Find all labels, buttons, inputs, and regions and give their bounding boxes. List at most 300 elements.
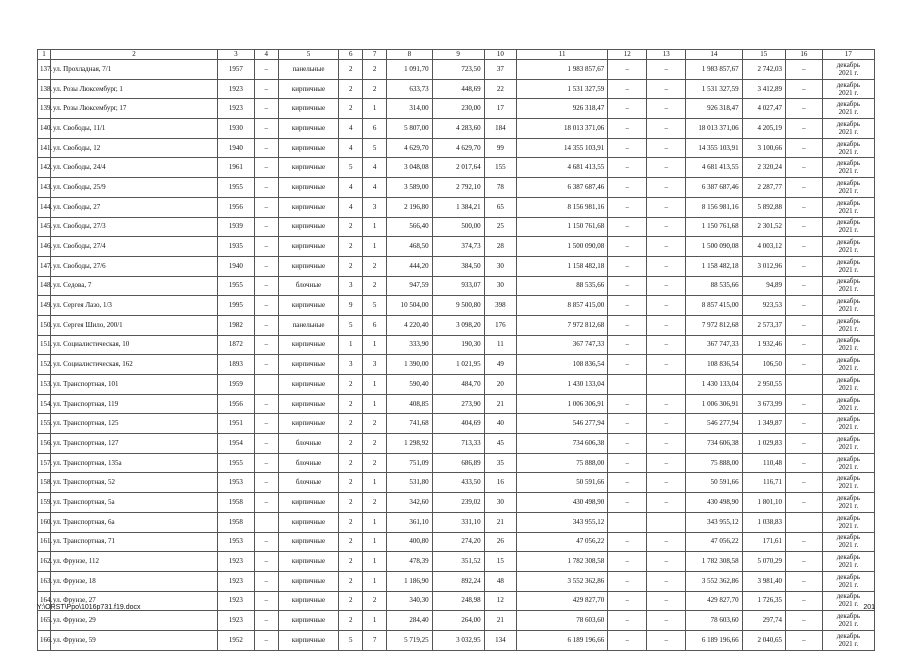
table-row (38, 158, 875, 178)
column-header: 12 (608, 50, 647, 60)
row-number: 155. (38, 414, 51, 434)
year-cell: 1956 (217, 197, 254, 217)
floors-cell: 1 (339, 335, 363, 355)
living-area-cell: 484,70 (432, 375, 484, 395)
year-cell: 1957 (217, 60, 254, 80)
deadline-cell (822, 453, 874, 473)
wall-material-cell: кирпичные (278, 630, 339, 650)
cell: – (254, 394, 278, 414)
deadline-year: 2021 г. (838, 541, 859, 550)
deadline-month: декабрь (836, 356, 861, 365)
address-cell: ул. Социалистическая, 162 (51, 355, 218, 375)
living-area-cell: 686,89 (432, 453, 484, 473)
cost-cell: 1 150 761,68 (517, 217, 608, 237)
deadline-year: 2021 г. (838, 462, 859, 471)
year-cell: 1953 (217, 473, 254, 493)
cell (254, 512, 278, 532)
wall-material-cell: кирпичные (278, 256, 339, 276)
cost-cell: 18 013 371,06 (686, 119, 742, 139)
cell: – (254, 315, 278, 335)
cell: – (608, 178, 647, 198)
address-cell: ул. Свободы, 11/1 (51, 119, 218, 139)
area-cell: 531,80 (387, 473, 433, 493)
residents-cell: 99 (484, 138, 517, 158)
cell: – (254, 532, 278, 552)
cell: – (254, 296, 278, 316)
wall-material-cell: кирпичные (278, 237, 339, 257)
residents-cell: 25 (484, 217, 517, 237)
cell: – (254, 473, 278, 493)
deadline-year: 2021 г. (838, 88, 859, 97)
living-area-cell: 448,69 (432, 79, 484, 99)
deadline-year: 2021 г. (838, 186, 859, 195)
living-area-cell: 2 017,64 (432, 158, 484, 178)
table-row (38, 394, 875, 414)
floors-cell: 2 (339, 532, 363, 552)
address-cell: ул. Фрунзе, 112 (51, 552, 218, 572)
cell (647, 375, 686, 395)
row-number: 163. (38, 571, 51, 591)
deadline-cell (822, 217, 874, 237)
cell: – (254, 591, 278, 611)
living-area-cell: 500,00 (432, 217, 484, 237)
living-area-cell: 404,69 (432, 414, 484, 434)
cell: – (647, 394, 686, 414)
cell: – (647, 591, 686, 611)
row-number: 143. (38, 178, 51, 198)
cell: – (608, 571, 647, 591)
deadline-year: 2021 г. (838, 147, 859, 156)
table-row (38, 571, 875, 591)
deadline-year: 2021 г. (838, 324, 859, 333)
deadline-year: 2021 г. (838, 482, 859, 491)
residents-cell: 176 (484, 315, 517, 335)
row-number: 160. (38, 512, 51, 532)
residents-cell: 17 (484, 99, 517, 119)
area-cell: 314,00 (387, 99, 433, 119)
residents-cell: 37 (484, 60, 517, 80)
cost-cell: 78 603,60 (686, 611, 742, 631)
area-cell: 590,40 (387, 375, 433, 395)
column-header: 7 (363, 50, 387, 60)
row-number: 145. (38, 217, 51, 237)
cost-cell: 50 591,66 (517, 473, 608, 493)
table-row (38, 552, 875, 572)
cell: – (647, 178, 686, 198)
cost-cell: 4 681 413,55 (517, 158, 608, 178)
deadline-cell (822, 60, 874, 80)
deadline-year: 2021 г. (838, 383, 859, 392)
area-cell: 468,50 (387, 237, 433, 257)
year-cell: 1953 (217, 532, 254, 552)
deadline-month: декабрь (836, 257, 861, 266)
row-number: 137. (38, 60, 51, 80)
deadline-cell (822, 178, 874, 198)
column-header: 16 (785, 50, 822, 60)
cell: – (608, 630, 647, 650)
cell: – (254, 158, 278, 178)
deadline-cell (822, 276, 874, 296)
cost-cell: 6 189 196,66 (686, 630, 742, 650)
entrances-cell: 2 (363, 493, 387, 513)
living-area-cell: 190,30 (432, 335, 484, 355)
floors-cell: 4 (339, 178, 363, 198)
address-cell: ул. Транспортная, 127 (51, 434, 218, 454)
cell: – (647, 158, 686, 178)
address-cell: ул. Свободы, 12 (51, 138, 218, 158)
cell: – (254, 335, 278, 355)
unit-cost-cell: 5 070,29 (742, 552, 785, 572)
deadline-year: 2021 г. (838, 580, 859, 589)
address-cell: ул. Социалистическая, 10 (51, 335, 218, 355)
row-number: 139. (38, 99, 51, 119)
table-row (38, 335, 875, 355)
wall-material-cell: кирпичные (278, 394, 339, 414)
cell: – (785, 630, 822, 650)
entrances-cell: 1 (363, 394, 387, 414)
unit-cost-cell: 4 003,12 (742, 237, 785, 257)
deadline-cell (822, 394, 874, 414)
year-cell: 1958 (217, 512, 254, 532)
entrances-cell: 1 (363, 512, 387, 532)
floors-cell: 5 (339, 158, 363, 178)
row-number: 142. (38, 158, 51, 178)
table-row (38, 473, 875, 493)
entrances-cell: 2 (363, 591, 387, 611)
deadline-year: 2021 г. (838, 620, 859, 629)
residents-cell: 78 (484, 178, 517, 198)
cost-cell: 8 156 981,16 (686, 197, 742, 217)
address-cell: ул. Прохладная, 7/1 (51, 60, 218, 80)
wall-material-cell: кирпичные (278, 591, 339, 611)
cell: – (785, 217, 822, 237)
column-header: 8 (387, 50, 433, 60)
deadline-year: 2021 г. (838, 521, 859, 530)
living-area-cell: 892,24 (432, 571, 484, 591)
row-number: 151. (38, 335, 51, 355)
entrances-cell: 3 (363, 355, 387, 375)
deadline-month: декабрь (836, 139, 861, 148)
residents-cell: 134 (484, 630, 517, 650)
year-cell: 1982 (217, 315, 254, 335)
cell: – (254, 552, 278, 572)
cost-cell: 1 430 133,04 (517, 375, 608, 395)
deadline-cell (822, 611, 874, 631)
address-cell: ул. Транспортная, 119 (51, 394, 218, 414)
deadline-cell (822, 315, 874, 335)
deadline-month: декабрь (836, 159, 861, 168)
deadline-cell (822, 197, 874, 217)
floors-cell: 2 (339, 611, 363, 631)
deadline-month: декабрь (836, 395, 861, 404)
deadline-month: декабрь (836, 533, 861, 542)
address-cell: ул. Транспортная, 125 (51, 414, 218, 434)
column-header: 13 (647, 50, 686, 60)
cost-cell: 18 013 371,06 (517, 119, 608, 139)
cell: – (254, 571, 278, 591)
deadline-cell (822, 335, 874, 355)
deadline-month: декабрь (836, 60, 861, 69)
cost-cell: 1 006 306,91 (686, 394, 742, 414)
cost-cell: 1 782 308,58 (517, 552, 608, 572)
residents-cell: 15 (484, 552, 517, 572)
column-header: 11 (517, 50, 608, 60)
deadline-month: декабрь (836, 238, 861, 247)
cell: – (608, 473, 647, 493)
table-row (38, 60, 875, 80)
year-cell: 1955 (217, 453, 254, 473)
wall-material-cell: кирпичные (278, 414, 339, 434)
floors-cell: 5 (339, 630, 363, 650)
floors-cell: 5 (339, 315, 363, 335)
cell: – (785, 611, 822, 631)
cell: – (647, 60, 686, 80)
living-area-cell: 3 032,95 (432, 630, 484, 650)
cell: – (647, 355, 686, 375)
area-cell: 342,60 (387, 493, 433, 513)
wall-material-cell: кирпичные (278, 493, 339, 513)
area-cell: 5 807,00 (387, 119, 433, 139)
row-number: 165. (38, 611, 51, 631)
floors-cell: 2 (339, 591, 363, 611)
cell: – (608, 394, 647, 414)
cost-cell: 1 150 761,68 (686, 217, 742, 237)
row-number: 138. (38, 79, 51, 99)
row-number: 141. (38, 138, 51, 158)
wall-material-cell: кирпичные (278, 119, 339, 139)
entrances-cell: 1 (363, 99, 387, 119)
cell: – (254, 611, 278, 631)
cell: – (254, 217, 278, 237)
entrances-cell: 6 (363, 119, 387, 139)
living-area-cell: 331,10 (432, 512, 484, 532)
cell: – (608, 217, 647, 237)
row-number: 148. (38, 276, 51, 296)
deadline-year: 2021 г. (838, 364, 859, 373)
entrances-cell: 7 (363, 630, 387, 650)
row-number: 150. (38, 315, 51, 335)
cell: – (785, 119, 822, 139)
residents-cell: 48 (484, 571, 517, 591)
residents-cell: 22 (484, 79, 517, 99)
table-body (38, 50, 875, 651)
column-header: 1 (38, 50, 51, 60)
year-cell: 1959 (217, 375, 254, 395)
table-row (38, 276, 875, 296)
table-row (38, 217, 875, 237)
wall-material-cell: блочные (278, 434, 339, 454)
cell: – (785, 453, 822, 473)
area-cell: 408,85 (387, 394, 433, 414)
cost-cell: 1 006 306,91 (517, 394, 608, 414)
cell: – (647, 256, 686, 276)
area-cell: 751,09 (387, 453, 433, 473)
unit-cost-cell: 1 029,83 (742, 434, 785, 454)
unit-cost-cell: 3 100,66 (742, 138, 785, 158)
row-number: 153. (38, 375, 51, 395)
address-cell: ул. Транспортная, 6а (51, 512, 218, 532)
cell: – (785, 296, 822, 316)
residents-cell: 16 (484, 473, 517, 493)
area-cell: 444,20 (387, 256, 433, 276)
entrances-cell: 1 (363, 532, 387, 552)
address-cell: ул. Сергея Шило, 200/1 (51, 315, 218, 335)
floors-cell: 2 (339, 60, 363, 80)
cell: – (785, 434, 822, 454)
cost-cell: 3 552 362,86 (517, 571, 608, 591)
unit-cost-cell: 3 673,99 (742, 394, 785, 414)
cost-cell: 430 498,90 (686, 493, 742, 513)
cell: – (608, 99, 647, 119)
deadline-month: декабрь (836, 631, 861, 640)
year-cell: 1955 (217, 276, 254, 296)
address-cell: ул. Транспортная, 71 (51, 532, 218, 552)
residents-cell: 30 (484, 276, 517, 296)
floors-cell: 2 (339, 473, 363, 493)
cell: – (608, 197, 647, 217)
unit-cost-cell: 2 301,52 (742, 217, 785, 237)
living-area-cell: 723,50 (432, 60, 484, 80)
year-cell: 1923 (217, 552, 254, 572)
cost-cell: 47 056,22 (686, 532, 742, 552)
area-cell: 284,40 (387, 611, 433, 631)
cost-cell: 1 983 857,67 (517, 60, 608, 80)
entrances-cell: 2 (363, 276, 387, 296)
cell: – (785, 414, 822, 434)
cost-cell: 429 827,70 (517, 591, 608, 611)
deadline-month: декабрь (836, 198, 861, 207)
cost-cell: 108 836,54 (686, 355, 742, 375)
cell: – (647, 473, 686, 493)
cell: – (785, 394, 822, 414)
column-header: 6 (339, 50, 363, 60)
deadline-cell (822, 532, 874, 552)
row-number: 146. (38, 237, 51, 257)
living-area-cell: 384,50 (432, 256, 484, 276)
cell: – (785, 493, 822, 513)
living-area-cell: 374,73 (432, 237, 484, 257)
cell: – (254, 630, 278, 650)
entrances-cell: 2 (363, 453, 387, 473)
table-row (38, 493, 875, 513)
cost-cell: 734 606,38 (517, 434, 608, 454)
cost-cell: 367 747,33 (517, 335, 608, 355)
column-number-header (38, 50, 875, 60)
residents-cell: 12 (484, 591, 517, 611)
unit-cost-cell: 1 038,83 (742, 512, 785, 532)
residents-cell: 20 (484, 375, 517, 395)
address-cell: ул. Транспортная, 101 (51, 375, 218, 395)
deadline-year: 2021 г. (838, 68, 859, 77)
address-cell: ул. Фрунзе, 18 (51, 571, 218, 591)
deadline-month: декабрь (836, 572, 861, 581)
cell: – (647, 571, 686, 591)
cell (608, 375, 647, 395)
entrances-cell: 3 (363, 197, 387, 217)
cell: – (647, 138, 686, 158)
residents-cell: 28 (484, 237, 517, 257)
address-cell: ул. Розы Люксембург, 1 (51, 79, 218, 99)
column-header: 14 (686, 50, 742, 60)
wall-material-cell: кирпичные (278, 512, 339, 532)
area-cell: 1 091,70 (387, 60, 433, 80)
deadline-month: декабрь (836, 454, 861, 463)
row-number: 162. (38, 552, 51, 572)
area-cell: 4 629,70 (387, 138, 433, 158)
cell: – (608, 60, 647, 80)
wall-material-cell: кирпичные (278, 571, 339, 591)
unit-cost-cell: 2 573,37 (742, 315, 785, 335)
table-row (38, 119, 875, 139)
table-row (38, 197, 875, 217)
table-row (38, 375, 875, 395)
address-cell: ул. Фрунзе, 27 (51, 591, 218, 611)
cost-cell: 1 500 090,08 (686, 237, 742, 257)
area-cell: 566,40 (387, 217, 433, 237)
deadline-year: 2021 г. (838, 285, 859, 294)
area-cell: 633,73 (387, 79, 433, 99)
cell: – (254, 276, 278, 296)
deadline-month: декабрь (836, 434, 861, 443)
deadline-month: декабрь (836, 100, 861, 109)
cell: – (785, 315, 822, 335)
unit-cost-cell: 1 932,46 (742, 335, 785, 355)
cell: – (785, 60, 822, 80)
address-cell: ул. Фрунзе, 59 (51, 630, 218, 650)
entrances-cell: 1 (363, 611, 387, 631)
living-area-cell: 239,02 (432, 493, 484, 513)
deadline-year: 2021 г. (838, 108, 859, 117)
deadline-year: 2021 г. (838, 246, 859, 255)
cost-cell: 546 277,94 (517, 414, 608, 434)
entrances-cell: 5 (363, 138, 387, 158)
wall-material-cell: панельные (278, 60, 339, 80)
wall-material-cell: кирпичные (278, 296, 339, 316)
cell: – (785, 158, 822, 178)
deadline-year: 2021 г. (838, 167, 859, 176)
year-cell: 1951 (217, 414, 254, 434)
area-cell: 5 719,25 (387, 630, 433, 650)
floors-cell: 4 (339, 138, 363, 158)
living-area-cell: 713,33 (432, 434, 484, 454)
residents-cell: 11 (484, 335, 517, 355)
cost-cell: 1 158 482,18 (686, 256, 742, 276)
residents-cell: 45 (484, 434, 517, 454)
address-cell: ул. Свободы, 27/4 (51, 237, 218, 257)
cell: – (608, 256, 647, 276)
address-cell: ул. Фрунзе, 29 (51, 611, 218, 631)
cell: – (254, 197, 278, 217)
deadline-month: декабрь (836, 297, 861, 306)
table-row (38, 296, 875, 316)
deadline-month: декабрь (836, 218, 861, 227)
cost-cell: 8 857 415,00 (686, 296, 742, 316)
entrances-cell: 2 (363, 256, 387, 276)
entrances-cell: 2 (363, 79, 387, 99)
cost-cell: 1 782 308,58 (686, 552, 742, 572)
deadline-cell (822, 158, 874, 178)
address-cell: ул. Транспортная, 135а (51, 453, 218, 473)
address-cell: ул. Седова, 7 (51, 276, 218, 296)
cell: – (254, 355, 278, 375)
table-row (38, 355, 875, 375)
cell: – (647, 119, 686, 139)
deadline-cell (822, 375, 874, 395)
living-area-cell: 230,00 (432, 99, 484, 119)
address-cell: ул. Розы Люксембург, 17 (51, 99, 218, 119)
living-area-cell: 3 098,20 (432, 315, 484, 335)
floors-cell: 2 (339, 493, 363, 513)
